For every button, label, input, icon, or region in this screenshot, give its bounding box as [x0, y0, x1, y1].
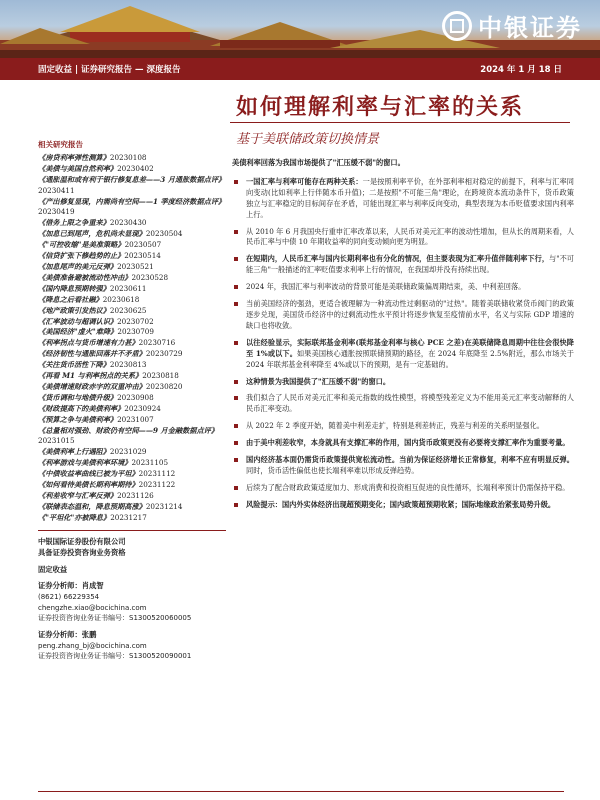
- related-report-date: 20230924: [124, 403, 161, 413]
- related-report-date: 20230521: [117, 261, 154, 271]
- summary-point: [232, 254, 574, 276]
- related-report-name: 《联储表态温和，降息预期高涨》: [38, 501, 146, 511]
- summary-point: [232, 299, 574, 332]
- related-report-name: 《通胀温和或有利于银行修复息差——3 月通胀数据点评》: [38, 174, 226, 184]
- bullet-square-icon: [234, 486, 238, 490]
- bullet-square-icon: [234, 180, 238, 184]
- related-report-item[interactable]: [38, 317, 226, 328]
- related-report-name: 《加息已到尾声，危机尚未显现》: [38, 229, 146, 239]
- related-report-date: 20231112: [138, 469, 176, 479]
- related-report-date: 20230528: [131, 272, 169, 282]
- related-report-date: 20230402: [117, 163, 154, 173]
- related-report-date: 20230625: [109, 305, 147, 315]
- related-report-item[interactable]: [38, 262, 226, 273]
- related-report-name: 《美债准备避被流动性冲击》: [38, 272, 132, 282]
- related-report-item[interactable]: [38, 447, 226, 458]
- related-report-item[interactable]: [38, 480, 226, 491]
- related-report-date: 20230618: [102, 294, 140, 304]
- point-text: 同时，货币活性偏低也使长端利率难以形成反弹趋势。: [246, 465, 419, 475]
- related-report-item[interactable]: [38, 393, 226, 404]
- analyst-cert: 证券投资咨询业务证书编号：S1300520060005: [38, 614, 192, 623]
- related-report-date: 20231105: [131, 458, 169, 468]
- related-report-date: 20230716: [138, 338, 176, 348]
- related-report-date: 20231126: [117, 491, 154, 500]
- related-report-name: 《再看 M1 与利率拐点的关系》: [38, 371, 143, 381]
- related-report-item[interactable]: [38, 229, 226, 240]
- title-divider: [230, 122, 570, 123]
- report-type-label: 固定收益 | 证券研究报告 — 深度报告: [38, 65, 181, 75]
- point-text: 从 2022 年 2 季度开始，随着美中利差走扩，特别是利差转正，残差与利差的关系明显强化。: [246, 421, 544, 431]
- related-report-date: 20231029: [109, 447, 147, 457]
- lead-sentence: 美债利率回落为我国市场提供了"汇压缓不弱"的窗口。: [232, 158, 405, 167]
- related-report-date: 20231214: [145, 501, 183, 511]
- related-report-name: 《美债利率上行遇阻》: [38, 447, 110, 457]
- related-report-item[interactable]: [38, 360, 226, 371]
- analyst-block: [38, 630, 226, 662]
- bullet-square-icon: [234, 302, 238, 306]
- point-emphasis: 一国汇率与利率可能存在两种关系：: [246, 176, 363, 186]
- analyst-phone: (8621) 66229354: [38, 593, 100, 602]
- related-report-date: 20230504: [145, 229, 183, 239]
- related-report-name: 《国内降息预期转强》: [38, 283, 110, 293]
- related-report-date: 20230818: [142, 371, 179, 381]
- related-report-name: 《经济韧性与通胀回落并不矛盾》: [38, 349, 146, 359]
- related-report-date: 20231122: [138, 480, 176, 490]
- bank-logo-icon: [442, 11, 472, 41]
- related-report-date: 20230411: [38, 185, 75, 195]
- related-report-item[interactable]: [38, 382, 226, 393]
- related-report-item[interactable]: [38, 426, 226, 448]
- report-date: 2024 年 1 月 18 日: [480, 65, 562, 75]
- summary-point: [232, 227, 574, 249]
- related-report-item[interactable]: [38, 469, 226, 480]
- related-report-name: 《利率游戏与美债利率环境》: [38, 458, 132, 468]
- related-report-name: 《中债收益率曲线已被为平坦》: [38, 469, 139, 479]
- analyst-name: 证券分析师：肖成智: [38, 581, 104, 591]
- analyst-name: 证券分析师：张鹏: [38, 629, 97, 639]
- related-report-name: 《加息尾声的美元反弹》: [38, 261, 118, 271]
- header-banner-image: [0, 0, 600, 58]
- related-report-name: 《借务上限之争重来》: [38, 218, 110, 228]
- summary-point: [232, 483, 574, 494]
- category-label: 固定收益: [38, 564, 68, 574]
- related-report-item[interactable]: [38, 164, 226, 175]
- related-report-name: 《房贷利率弹性测算》: [38, 152, 110, 162]
- bullet-square-icon: [234, 441, 238, 445]
- summary-point: [232, 177, 574, 221]
- point-emphasis: 国内经济基本面仍需货币政策提供宽松流动性。当前为保证经济增长正常修复，利率不应有明显反弹。: [246, 455, 574, 465]
- related-report-date: 20230820: [145, 381, 183, 391]
- related-reports-title: 相关研究报告: [38, 140, 83, 149]
- point-text: 后续为了配合财政政策适度加力、形成消费和投资相互促进的良性循环，长端利率预计仍需保持平稳。: [246, 482, 570, 492]
- related-report-date: 20231217: [110, 512, 147, 522]
- related-report-item[interactable]: [38, 218, 226, 229]
- point-text: 从 2010 年 6 月我国央行重申汇率改革以来，人民币对美元汇率的波动性增加，但从长的周期来看，人民币汇率与中债 10 年期收益率的同向变动倾向更为明显。: [246, 226, 574, 247]
- point-text: 当前美国经济的强劲，更适合被理解为一种流动性过剩驱动的"过热"。随着美联储收紧货币阀门的政策逐步兑现，美国货币经济中的过剩流动性水平预计将逐步恢复至疫情前水平，名义与实际 GDP 增速的缺口也将收敛。: [246, 299, 574, 330]
- related-report-date: 20230430: [109, 218, 147, 228]
- company-name: 中银国际证券股份有限公司: [38, 536, 126, 546]
- summary-point: [232, 393, 574, 415]
- related-report-item[interactable]: [38, 513, 226, 524]
- analyst-email[interactable]: peng.zhang_bj@bocichina.com: [38, 641, 147, 650]
- summary-point: [232, 438, 574, 449]
- related-report-name: 《美债与美国自然利率》: [38, 163, 118, 173]
- related-report-name: 《总量相对强劲、财政仍有空间——9 月金融数据点评》: [38, 425, 219, 435]
- report-subtitle: 基于美联储政策切换情景: [236, 132, 380, 147]
- point-emphasis: 以往经验显示，实际联邦基金利率(联邦基金利率与核心 PCE 之差)在美联储降息周期中往往会很快降至 1%或以下。: [246, 337, 574, 358]
- related-report-item[interactable]: [38, 371, 226, 382]
- related-report-item[interactable]: [38, 197, 226, 219]
- related-report-date: 20231007: [117, 414, 154, 424]
- summary-point: [232, 455, 574, 477]
- related-report-name: 《产出修复显现，内需尚有空间——1 季度经济数据点评》: [38, 196, 226, 206]
- related-report-item[interactable]: [38, 491, 226, 502]
- related-report-date: 20230709: [117, 327, 154, 337]
- related-report-name: 《美国经济"虚火"难降》: [38, 327, 118, 337]
- analyst-cert: 证券投资咨询业务证书编号：S1300520090001: [38, 652, 192, 661]
- point-emphasis: 在短期内，人民币汇率与国内长期利率也有分化的情况，但主要表现为汇率升值伴随利率下行，: [246, 254, 550, 264]
- related-report-name: 《信贷扩张下修趋势的止》: [38, 251, 125, 261]
- related-report-date: 20230507: [124, 240, 162, 250]
- related-report-name: 《"可控收缩"是美准策略》: [38, 240, 125, 250]
- related-report-item[interactable]: [38, 240, 226, 251]
- related-report-name: 《货币调和与地债升级》: [38, 392, 118, 402]
- summary-point: [232, 500, 574, 511]
- qualification: 具备证券投资咨询业务资格: [38, 547, 126, 557]
- related-report-item[interactable]: [38, 502, 226, 513]
- related-reports-list: [38, 153, 226, 524]
- related-report-item[interactable]: [38, 338, 226, 349]
- related-report-item[interactable]: [38, 153, 226, 164]
- bullet-square-icon: [234, 341, 238, 345]
- analyst-list: [38, 581, 226, 661]
- bullet-square-icon: [234, 230, 238, 234]
- related-report-name: 《利率拐点与货币增速有力甚》: [38, 338, 139, 348]
- related-report-item[interactable]: [38, 327, 226, 338]
- related-report-item[interactable]: [38, 404, 226, 415]
- point-text: 2024 年，我国汇率与利率波动的背景可能是美联储政策偏周期结束，美、中利差回落。: [246, 282, 526, 292]
- related-report-date: 20230514: [124, 251, 161, 261]
- related-report-item[interactable]: [38, 306, 226, 317]
- summary-point: [232, 377, 574, 388]
- bullet-square-icon: [234, 458, 238, 462]
- related-report-date: 20230729: [145, 349, 183, 359]
- sidebar: [38, 140, 226, 662]
- related-report-name: 《利差收窄与汇率反弹》: [38, 491, 118, 500]
- related-report-item[interactable]: [38, 273, 226, 284]
- point-text: 与"不可能三角"一般描述的汇率贬值要求利率上行的情况，在我国却并没有持续出现。: [246, 254, 574, 275]
- related-report-name: 《"平坦化"亦被降息》: [38, 512, 111, 522]
- summary-column: [232, 158, 574, 517]
- point-emphasis: 风险提示：国内外实体经济出现超预期变化；国内政策超预期收紧；国际地缘政治紧张局势升级。: [246, 499, 556, 509]
- summary-point: [232, 282, 574, 293]
- point-text: 如果美国核心通胀按照联储预期的路径，在 2024 年底降至 2.5%附近，那么市场关于 2024 年联邦基金利率降至 4%或以下的预期，是有一定基础的。: [246, 348, 574, 369]
- related-report-date: 20230702: [117, 316, 154, 326]
- related-report-name: 《降息之后看社融》: [38, 294, 103, 304]
- footer-rule: [38, 791, 564, 792]
- related-report-item[interactable]: [38, 349, 226, 360]
- related-report-date: 20230908: [117, 392, 154, 402]
- related-report-name: 《财政提高下的美债利率》: [38, 403, 125, 413]
- related-report-item[interactable]: [38, 175, 226, 197]
- bullet-square-icon: [234, 257, 238, 261]
- brand: [442, 8, 582, 43]
- related-report-date: 20231015: [38, 436, 75, 446]
- report-title: 如何理解利率与汇率的关系: [236, 94, 525, 120]
- related-report-name: 《关注货币活性下降》: [38, 360, 110, 370]
- related-report-item[interactable]: [38, 284, 226, 295]
- analyst-email[interactable]: chengzhe.xiao@bocichina.com: [38, 603, 147, 612]
- related-report-date: 20230108: [109, 152, 147, 162]
- related-report-date: 20230611: [109, 283, 147, 293]
- analyst-block: [38, 581, 226, 623]
- related-report-date: 20230419: [38, 207, 75, 217]
- related-report-item[interactable]: [38, 251, 226, 262]
- summary-point: [232, 338, 574, 371]
- related-report-item[interactable]: [38, 415, 226, 426]
- summary-point: [232, 421, 574, 432]
- bullet-square-icon: [234, 396, 238, 400]
- point-text: 我们拟合了人民币对美元汇率和美元指数的线性模型，将模型残差定义为不能用美元汇率变动解释的人民币汇率变动。: [246, 393, 574, 414]
- sidebar-divider: [38, 530, 226, 531]
- related-report-name: 《地产政策引发热议》: [38, 305, 110, 315]
- related-report-name: 《美债增速财政赤字的双重冲击》: [38, 381, 146, 391]
- related-report-name: 《如何看待美债长期利率期待》: [38, 480, 139, 490]
- report-category-bar: [0, 58, 600, 80]
- brand-name: 中银证券: [478, 14, 582, 42]
- bullet-square-icon: [234, 285, 238, 289]
- bullet-square-icon: [234, 380, 238, 384]
- related-report-date: 20230813: [109, 360, 147, 370]
- point-emphasis: 这种情景为我国提供了"汇压缓不弱"的窗口。: [246, 376, 391, 386]
- point-text: 一是按照利率平价，在外部利率相对稳定的前提下，利率与汇率同向变动(比如利率上行伴随本币升值)；二是按照"不可能三角"理论，在跨境资本流动条件下，货币政策独立与汇率稳定的目标间存在矛盾，可能出现汇率与利率反向变动，典型表现为本币贬值要求国内利率上行。: [246, 176, 574, 219]
- related-report-name: 《汇率波动与超调认识》: [38, 316, 118, 326]
- related-report-item[interactable]: [38, 458, 226, 469]
- related-report-name: 《预算之争与美债利率》: [38, 414, 118, 424]
- summary-points: [232, 177, 574, 511]
- point-emphasis: 由于美中利差收窄，本身就具有支撑汇率的作用，国内货币政策更没有必要将支撑汇率作为重要考量。: [246, 438, 570, 448]
- related-report-item[interactable]: [38, 295, 226, 306]
- bullet-square-icon: [234, 424, 238, 428]
- bullet-square-icon: [234, 503, 238, 507]
